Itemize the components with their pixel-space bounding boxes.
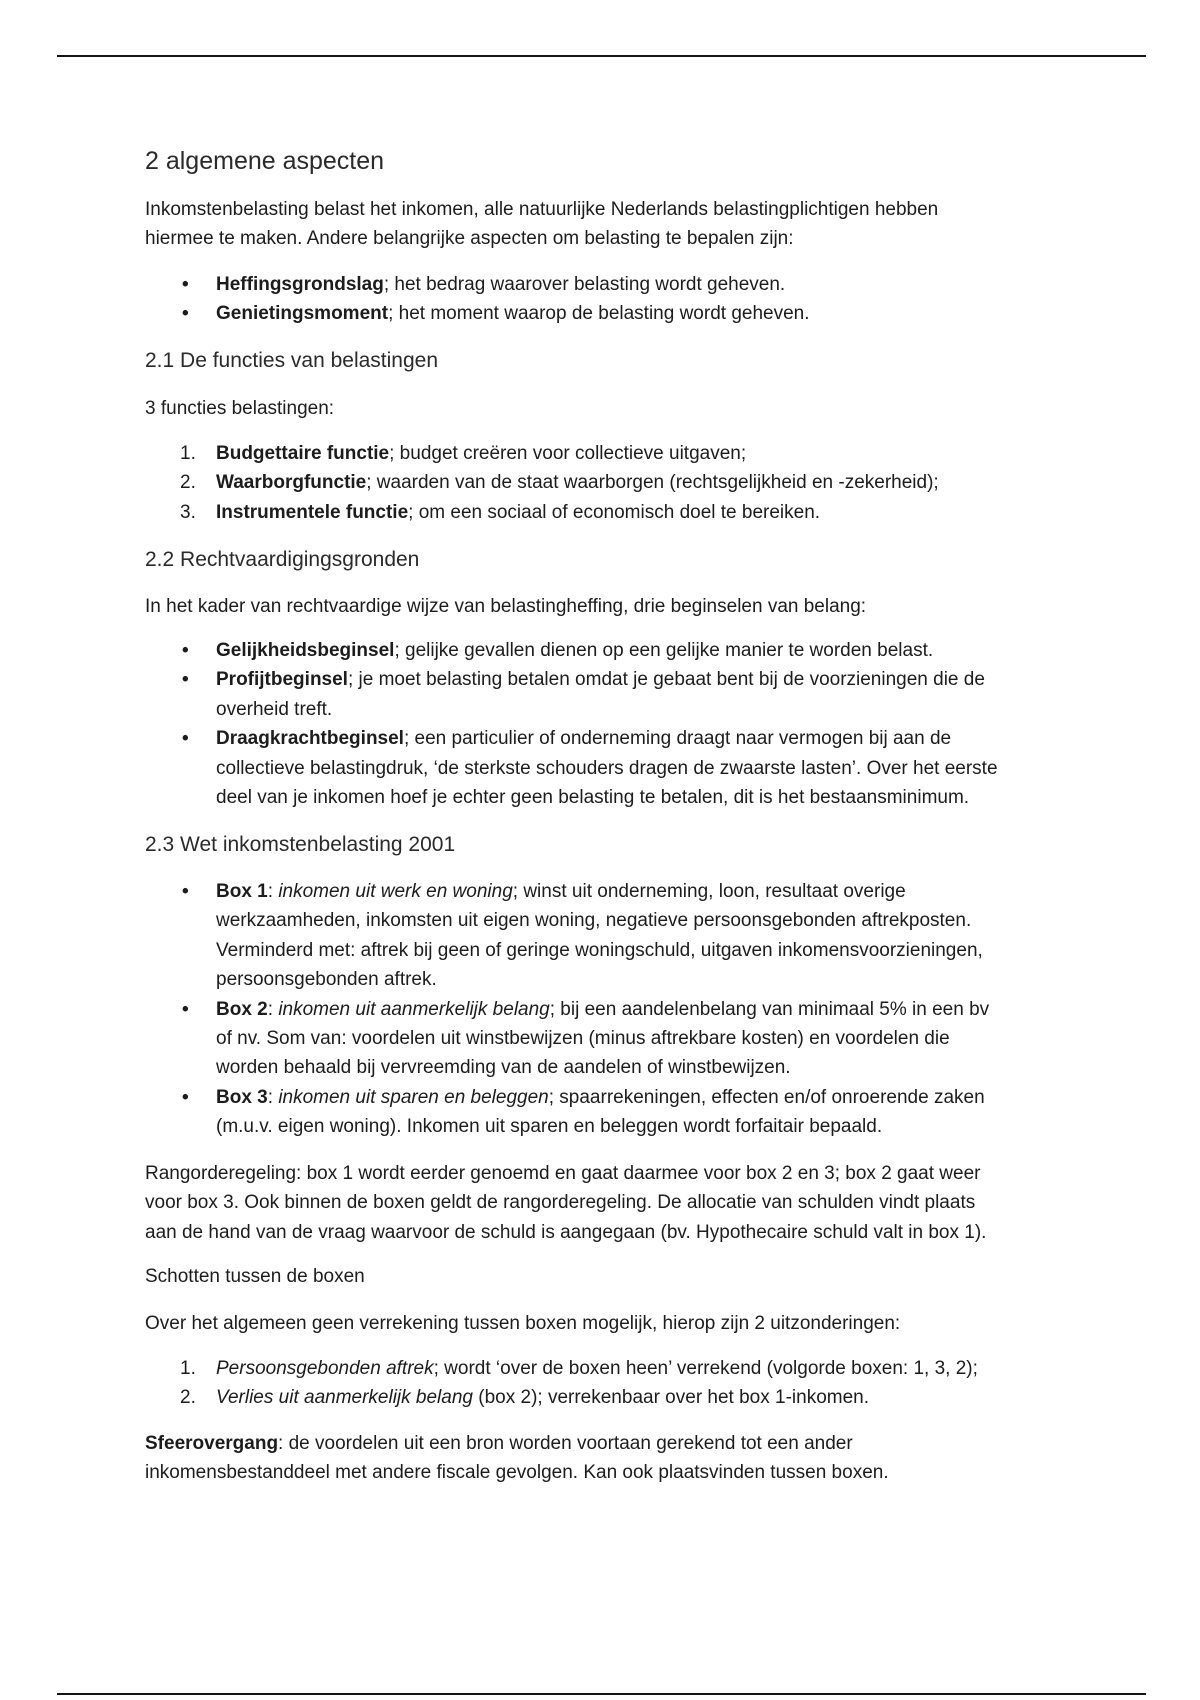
paragraph-line: hiermee te maken. Andere belangrijke aspecten om belasting te bepalen zijn: (145, 228, 794, 250)
box-name: inkomen uit aanmerkelijk belang (278, 998, 550, 1020)
item-term: Budgettaire functie (216, 443, 390, 464)
list-item (180, 439, 939, 468)
list-item (182, 665, 998, 724)
aspects-list (182, 270, 810, 329)
rangorde-paragraph (145, 1159, 986, 1247)
exceptions-list (180, 1354, 978, 1413)
item-line: of nv. Som van: voordelen uit winstbewijzen (minus aftrekbare kosten) en voordelen die (216, 1028, 950, 1050)
item-text: ; een particulier of onderneming draagt naar vermogen bij aan de (403, 728, 952, 750)
item-text: ; spaarrekeningen, effecten en/of onroerende zaken (548, 1086, 985, 1108)
paragraph-line: Rangorderegeling: box 1 wordt eerder genoemd en gaat daarmee voor box 2 en 3; box 2 gaat weer (145, 1163, 981, 1184)
paragraph-line: Schotten tussen de boxen (145, 1266, 365, 1287)
paragraph-line (145, 1429, 889, 1458)
item-line (216, 1083, 989, 1112)
principles-list (182, 636, 998, 812)
item-line (216, 1383, 978, 1412)
box-name: inkomen uit werk en woning (278, 881, 513, 902)
number-marker: 3. (180, 501, 196, 523)
list-item (182, 636, 998, 665)
item-line (216, 877, 989, 906)
item-text: ; het moment waarop de belasting wordt geheven. (388, 303, 810, 325)
item-line: collectieve belastingdruk, ‘de sterkste schouders dragen de zwaarste lasten’. Over het eerste (216, 757, 998, 779)
list-item (180, 1354, 978, 1383)
item-line (216, 498, 939, 527)
paragraph-line: inkomensbestanddeel met andere fiscale gevolgen. Kan ook plaatsvinden tussen boxen. (145, 1462, 889, 1484)
bullet-marker: • (182, 881, 189, 902)
number-marker: 1. (180, 1358, 196, 1379)
item-term: Persoonsgebonden aftrek (216, 1358, 434, 1379)
item-line (216, 299, 810, 328)
bullet-marker: • (182, 303, 189, 325)
item-line (216, 665, 998, 694)
item-term: Genietingsmoment (216, 303, 389, 325)
bullet-marker: • (182, 1086, 189, 1108)
item-line: persoonsgebonden aftrek. (216, 969, 437, 991)
separator: : (267, 1086, 279, 1108)
header-rule (57, 55, 1146, 57)
item-term: Heffingsgrondslag (216, 274, 384, 295)
item-text: ; gelijke gevallen dienen op een gelijke manier te worden belast. (394, 640, 934, 661)
item-line: werkzaamheden, inkomsten uit eigen woning, negatieve persoonsgebonden aftrekposten. (216, 910, 972, 932)
bullet-marker: • (182, 728, 189, 750)
bullet-marker: • (182, 274, 189, 295)
item-line (216, 1354, 978, 1383)
list-item (182, 270, 810, 299)
boxes-list (182, 877, 990, 1142)
item-line: (m.u.v. eigen woning). Inkomen uit sparen en beleggen wordt forfaitair bepaald. (216, 1116, 883, 1138)
intro-paragraph (145, 195, 938, 254)
item-text: ; waarden van de staat waarborgen (rechtsgelijkheid en -zekerheid); (366, 472, 939, 494)
item-term: Profijtbeginsel (216, 669, 348, 691)
item-line (216, 995, 989, 1024)
number-marker: 2. (180, 1387, 196, 1409)
box-label: Box 2 (216, 998, 268, 1020)
item-text: (box 2); verrekenbaar over het box 1-inkomen. (472, 1387, 870, 1409)
item-line (216, 636, 998, 665)
subsection-heading: 2.3 Wet inkomstenbelasting 2001 (145, 833, 456, 856)
list-item (180, 498, 939, 527)
item-term: Waarborgfunctie (216, 472, 367, 494)
box-label: Box 1 (216, 881, 268, 902)
item-text: ; winst uit onderneming, loon, resultaat overige (512, 881, 906, 902)
separator: : (267, 881, 279, 902)
item-text: ; bij een aandelenbelang van minimaal 5% in een bv (549, 998, 990, 1020)
item-text: ; wordt ‘over de boxen heen’ verrekend (volgorde boxen: 1, 3, 2); (433, 1358, 978, 1379)
item-term: Draagkrachtbeginsel (216, 728, 404, 750)
paragraph-line: voor box 3. Ook binnen de boxen geldt de rangorderegeling. De allocatie van schulden vindt plaats (145, 1192, 976, 1214)
item-text: ; je moet belasting betalen omdat je gebaat bent bij de voorzieningen die de (347, 669, 985, 691)
item-line (216, 439, 939, 468)
footer-rule (57, 1693, 1146, 1695)
list-item (182, 299, 810, 328)
bullet-marker: • (182, 998, 189, 1020)
paragraph-line: aan de hand van de vraag waarvoor de schuld is aangegaan (bv. Hypothecaire schuld valt in box 1). (145, 1221, 987, 1243)
subsection-heading: 2.1 De functies van belastingen (145, 349, 439, 372)
subsection-heading: 2.2 Rechtvaardigingsgronden (145, 548, 420, 571)
list-item (180, 468, 939, 497)
item-line: Verminderd met: aftrek bij geen of geringe woningschuld, uitgaven inkomensvoorzieningen, (216, 939, 983, 961)
paragraph-term: Sfeerovergang (145, 1433, 279, 1454)
item-line (216, 270, 810, 299)
bullet-marker: • (182, 640, 189, 661)
item-text: ; het bedrag waarover belasting wordt geheven. (383, 274, 786, 295)
paragraph-line: Over het algemeen geen verrekening tussen boxen mogelijk, hierop zijn 2 uitzonderingen: (145, 1313, 901, 1334)
item-term: Verlies uit aanmerkelijk belang (216, 1387, 473, 1409)
separator: : (267, 998, 279, 1020)
sfeer-paragraph (145, 1429, 889, 1488)
paragraph-line: 3 functies belastingen: (145, 398, 335, 419)
item-line: worden behaald bij vervreemding van de aandelen of winstbewijzen. (216, 1057, 791, 1079)
box-name: inkomen uit sparen en beleggen (278, 1086, 549, 1108)
item-text: ; budget creëren voor collectieve uitgaven; (389, 443, 747, 464)
item-term: Instrumentele functie (216, 501, 409, 523)
paragraph-line: Inkomstenbelasting belast het inkomen, alle natuurlijke Nederlands belastingplichtigen hebben (145, 199, 939, 220)
item-line (216, 724, 998, 753)
section-heading: 2 algemene aspecten (145, 147, 385, 175)
item-text: ; om een sociaal of economisch doel te bereiken. (408, 501, 821, 523)
list-item (182, 995, 990, 1083)
functions-list (180, 439, 939, 527)
list-item (180, 1383, 978, 1412)
number-marker: 1. (180, 443, 196, 464)
paragraph-text: : de voordelen uit een bron worden voortaan gerekend tot een ander (278, 1433, 853, 1454)
item-line (216, 468, 939, 497)
bullet-marker: • (182, 669, 189, 691)
item-line: overheid treft. (216, 698, 333, 720)
item-line: deel van je inkomen hoef je echter geen belasting te betalen, dit is het bestaansminimum. (216, 787, 970, 809)
list-item (182, 877, 989, 995)
paragraph-line: In het kader van rechtvaardige wijze van belastingheffing, drie beginselen van belang: (145, 596, 867, 617)
list-item (182, 724, 998, 812)
item-term: Gelijkheidsbeginsel (216, 640, 395, 661)
number-marker: 2. (180, 472, 196, 494)
box-label: Box 3 (216, 1086, 268, 1108)
list-item (182, 1083, 989, 1142)
